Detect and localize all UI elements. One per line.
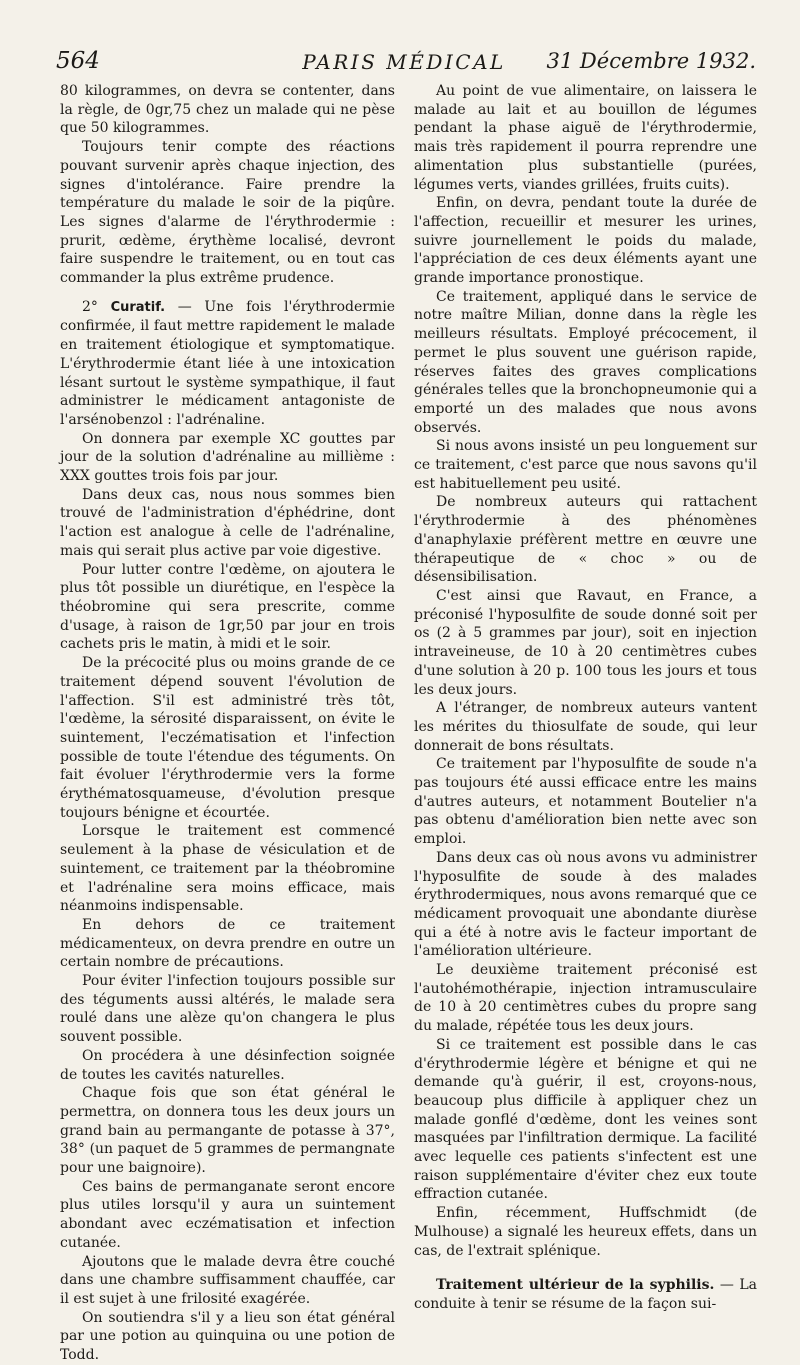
paragraph: Dans deux cas, nous nous sommes bien trouvé de l'administration d'éphédrine, dont l'action est analogue à celle de l'adrénaline, mais qui serait plus active par voie digestive. — [60, 486, 395, 559]
paragraph: Enfin, on devra, pendant toute la durée de l'affection, recueillir et mesurer les urines, suivre journellement le poids du malade, l'appréciation de ces deux éléments ayant une grande importance pronostique. — [414, 195, 757, 287]
paragraph: De nombreux auteurs qui rattachent l'érythrodermie à des phénomènes d'anaphylaxie préfèrent mettre en œuvre une thérapeutique de « choc » ou de désensibilisation. — [414, 494, 757, 586]
right-column — [414, 82, 757, 1312]
paragraph: Ajoutons que le malade devra être couché dans une chambre suffisamment chauffée, car il est sujet à une frilosité exagérée. — [60, 1253, 395, 1307]
paragraph: Ce traitement par l'hyposulfite de soude n'a pas toujours été aussi efficace entre les mains d'autres auteurs, et notamment Boutelier n'a pas obtenu d'amélioration bien nette avec son emploi. — [414, 756, 757, 848]
paragraph — [60, 298, 395, 430]
paragraph: 80 kilogrammes, on devra se contenter, dans la règle, de 0gr,75 chez un malade qui ne pèse que 50 kilogrammes. — [60, 83, 395, 137]
page-header — [52, 48, 756, 76]
paragraph: Pour lutter contre l'œdème, on ajoutera le plus tôt possible un diurétique, en l'espèce la théobromine qui sera prescrite, comme d'usage, à raison de 1gr,50 par jour en trois cachets pris le matin, à midi et le soir. — [60, 561, 395, 653]
paragraph: Dans deux cas où nous avons vu administrer l'hyposulfite de soude à des malades érythrodermiques, nous avons remarqué que ce médicament provoquait une abondante diurèse qui a été à notre avis le facteur important de l'amélioration ultérieure. — [414, 849, 757, 960]
paragraph: Ces bains de permanganate seront encore plus utiles lorsqu'il y aura un suintement abondant avec eczématisation et infection cutanée. — [60, 1178, 395, 1251]
paragraph: De la précocité plus ou moins grande de ce traitement dépend souvent l'évolution de l'affection. S'il est administré très tôt, l'œdème, la sérosité disparaissent, on évite le suintement, l'eczématisation et l'infection possible de toute l'étendue des téguments. On fait évoluer l'érythrodermie vers la forme érythématosquameuse, d'évolution presque toujours bénigne et écourtée. — [60, 655, 395, 821]
paragraph: C'est ainsi que Ravaut, en France, a préconisé l'hyposulfite de soude donné soit per os (2 à 5 grammes par jour), soit en injection intraveineuse, de 10 à 20 centimètres cubes d'une solution à 20 p. 100 tous les jours et tous les deux jours. — [414, 587, 757, 698]
section-heading: Curatif. — [110, 299, 166, 315]
paragraph: A l'étranger, de nombreux auteurs vantent les mérites du thiosulfate de soude, qui leur donnerait de bons résultats. — [414, 700, 757, 754]
paragraph-text: — Une fois l'érythrodermie confirmée, il faut mettre rapidement le malade en traitement étiologique et symptomatique. L'érythrodermie étant liée à une intoxication lésant surtout le système sympathique, il faut administrer le médicament antagoniste de l'arsénobenzol : l'adrénaline. — [60, 298, 395, 428]
page-number: 564 — [56, 48, 100, 74]
paragraph: Lorsque le traitement est commencé seulement à la phase de vésiculation et de suintement, ce traitement par la théobromine et l'adrénaline sera moins efficace, mais néanmoins indispensable. — [60, 823, 395, 915]
paragraph: On donnera par exemple XC gouttes par jour de la solution d'adrénaline au millième : XXX gouttes trois fois par jour. — [60, 430, 395, 485]
section-number: 2° — [82, 298, 111, 315]
paragraph: Au point de vue alimentaire, on laissera le malade au lait et au bouillon de légumes pendant la phase aiguë de l'érythrodermie, mais très rapidement il pourra reprendre une alimentation plus substantielle (purées, légumes verts, viandes grillées, fruits cuits). — [414, 83, 757, 193]
paragraph: Enfin, récemment, Huffschmidt (de Mulhouse) a signalé les heureux effets, dans un cas, de l'extrait splénique. — [414, 1205, 757, 1259]
journal-title: PARIS MÉDICAL — [302, 50, 506, 74]
paragraph-text: — La conduite à tenir se résume de la façon sui- — [414, 1277, 757, 1312]
paragraph: Pour éviter l'infection toujours possible sur des téguments aussi altérés, le malade sera roulé dans une alèze qu'on changera le plus souvent possible. — [60, 973, 395, 1046]
paragraph: En dehors de ce traitement médicamenteux, on devra prendre en outre un certain nombre de précautions. — [60, 916, 395, 971]
section-heading: Traitement ultérieur de la syphilis. — [436, 1277, 715, 1294]
paragraph: Si nous avons insisté un peu longuement sur ce traitement, c'est parce que nous savons qu'il est habituellement peu usité. — [414, 438, 757, 492]
paragraph: Chaque fois que son état général le permettra, on donnera tous les deux jours un grand bain au permangante de potasse à 37°, 38° (un paquet de 5 grammes de permangnate pour une baignoire). — [60, 1085, 395, 1177]
paragraph: Si ce traitement est possible dans le cas d'érythrodermie légère et bénigne et qui ne demande qu'à guérir, il est, croyons-nous, beaucoup plus difficile à appliquer chez un malade gonflé d'œdème, dont les veines sont masquées par l'infiltration dermique. La facilité avec lequelle ces patients s'infectent est une raison supplémentaire d'éviter chez eux toute effraction cutanée. — [414, 1036, 757, 1203]
paragraph: Toujours tenir compte des réactions pouvant survenir après chaque injection, des signes d'intolérance. Faire prendre la température du malade le soir de la piqûre. Les signes d'alarme de l'érythrodermie : prurit, œdème, érythème localisé, devront faire suspendre le traitement, ou en tout cas commander la plus extrême prudence. — [60, 139, 395, 287]
left-column — [60, 82, 395, 1364]
paragraph: On procédera à une désinfection soignée de toutes les cavités naturelles. — [60, 1047, 395, 1083]
paragraph: Le deuxième traitement préconisé est l'autohémothérapie, injection intramusculaire de 10 à 20 centimètres cubes du propre sang du malade, répétée tous les deux jours. — [414, 962, 757, 1035]
issue-date: 31 Décembre 1932. — [546, 49, 756, 73]
paragraph — [414, 1276, 757, 1313]
paragraph: On soutiendra s'il y a lieu son état général par une potion au quinquina ou une potion de Todd. — [60, 1309, 395, 1364]
paragraph: Ce traitement, appliqué dans le service de notre maître Milian, donne dans la règle les meilleurs résultats. Employé précocement, il permet le plus souvent une guérison rapide, réserves faites des graves complications générales telles que la bronchopneumonie qui a emporté un des malades que nous avons observés. — [414, 288, 757, 436]
